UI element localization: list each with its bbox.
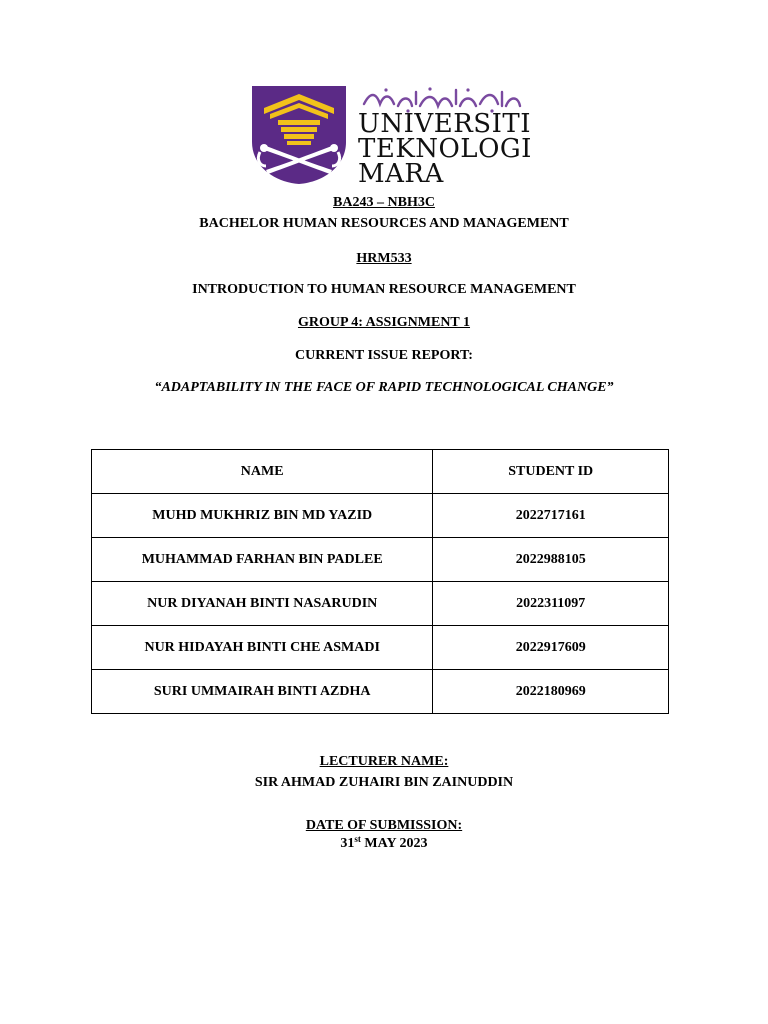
student-table: [91, 449, 669, 714]
course-code: HRM533: [356, 251, 412, 266]
column-header-name: NAME: [92, 450, 433, 494]
student-id: 2022311097: [433, 582, 669, 626]
student-name: MUHD MUKHRIZ BIN MD YAZID: [92, 494, 433, 538]
table-row: [92, 670, 669, 714]
submission-label: DATE OF SUBMISSION:: [305, 818, 463, 833]
logo-text-line3: MARA: [358, 159, 444, 189]
student-name: NUR DIYANAH BINTI NASARUDIN: [92, 582, 433, 626]
submission-day-suffix: st: [354, 834, 361, 844]
report-title: “ADAPTABILITY IN THE FACE OF RAPID TECHNOLOGICAL CHANGE”: [154, 380, 614, 395]
group-assignment: GROUP 4: ASSIGNMENT 1: [297, 315, 471, 330]
report-type: CURRENT ISSUE REPORT:: [295, 348, 473, 363]
student-id: 2022988105: [433, 538, 669, 582]
student-id: 2022180969: [433, 670, 669, 714]
column-header-student-id: STUDENT ID: [433, 450, 669, 494]
logo-text-line2: TEKNOLOGI: [358, 134, 532, 164]
submission-month-year: MAY 2023: [360, 836, 428, 851]
student-id: 2022717161: [433, 494, 669, 538]
submission-day: 31: [340, 836, 355, 851]
uitm-logo: [252, 86, 532, 189]
logo-text-line1: UNIVERSITI: [358, 109, 531, 139]
table-row: [92, 538, 669, 582]
lecturer-name: SIR AHMAD ZUHAIRI BIN ZAINUDDIN: [254, 775, 514, 790]
submission-date: [0, 836, 768, 852]
course-name: INTRODUCTION TO HUMAN RESOURCE MANAGEMENT: [192, 282, 576, 297]
table-row: [92, 582, 669, 626]
table-header-row: [92, 450, 669, 494]
student-name: SURI UMMAIRAH BINTI AZDHA: [92, 670, 433, 714]
uitm-crest-icon: [252, 86, 346, 184]
student-name: MUHAMMAD FARHAN BIN PADLEE: [92, 538, 433, 582]
table-row: [92, 626, 669, 670]
program-code: BA243 – NBH3C: [333, 195, 435, 210]
lecturer-label: LECTURER NAME:: [319, 754, 449, 769]
table-row: [92, 494, 669, 538]
student-id: 2022917609: [433, 626, 669, 670]
program-name: BACHELOR HUMAN RESOURCES AND MANAGEMENT: [199, 216, 569, 231]
student-name: NUR HIDAYAH BINTI CHE ASMADI: [92, 626, 433, 670]
